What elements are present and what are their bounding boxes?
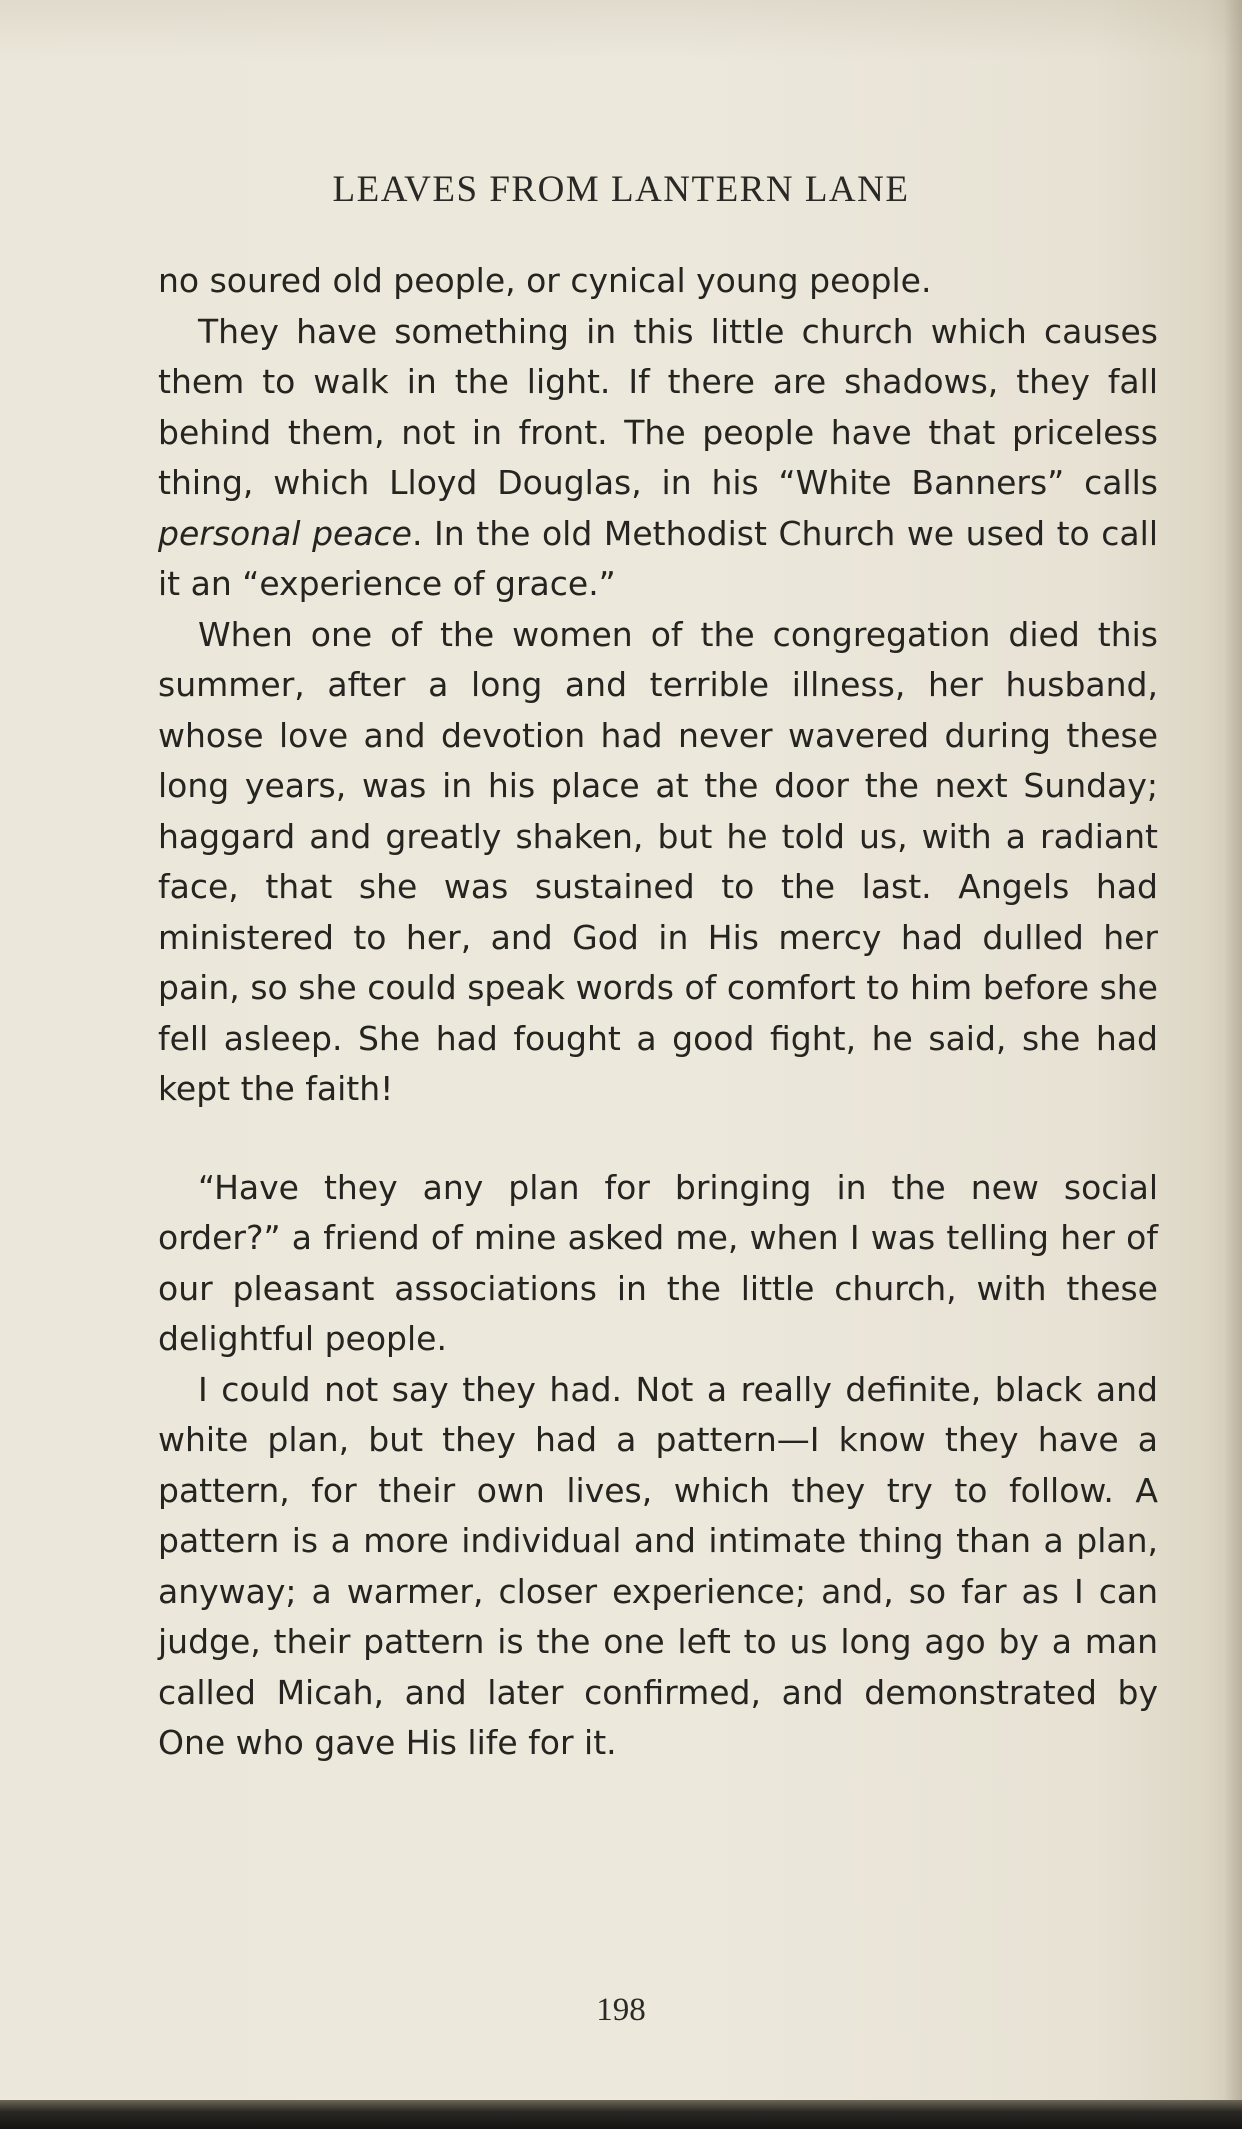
paragraph-social-order [158,1163,1158,1365]
section-break [158,1115,1158,1163]
paragraph-text: They have something in this little church which causes them to walk in the light. If there are shadows, they fall behind them, not in front. The people have that priceless thing, which Lloyd Douglas, in his “White Banners” calls [158,311,1158,502]
paragraph-text: “Have they any plan for bringing in the new social order?” a friend of mine asked me, when I was telling her of our pleasant associations in the little church, with these delightful people. [158,1167,1158,1358]
paragraph-text-end: . In the old Methodist Church we used to call it an “experience of grace.” [158,513,1158,603]
page-top-shading [0,0,1242,60]
paragraph-continuation [158,256,1158,307]
emphasis-text: personal peace [158,513,412,553]
running-head: LEAVES FROM LANTERN LANE [332,169,910,210]
paragraph-personal-peace [158,307,1158,610]
paragraph-text: When one of the women of the congregation died this summer, after a long and terrible illness, her husband, whose love and devotion had never wavered during these long years, was in his place at the door the next Sunday; haggard and greatly shaken, but he told us, with a radiant face, that she was sustained to the last. Angels had ministered to her, and God in His mercy had dulled her pain, so she could speak words of comfort to him before she fell asleep. She had fought a good fight, he said, she had kept the faith! [158,614,1158,1108]
paragraph-congregation [158,610,1158,1115]
page-gutter-shadow [1224,0,1242,2100]
body-text [158,256,1158,1769]
paragraph-text: I could not say they had. Not a really definite, black and white plan, but they had a pattern—I know they have a pattern, for their own lives, which they try to follow. A pattern is a more individual and intimate thing than a plan, anyway; a warmer, closer experience; and, so far as I can judge, their pattern is the one left to us long ago by a man called Micah, and later confirmed, and demonstrated by One who gave His life for it. [158,1369,1158,1762]
page-number: 198 [596,1992,646,2028]
paragraph-pattern [158,1365,1158,1769]
page-bottom-edge [0,2100,1242,2129]
paragraph-text: no soured old people, or cynical young people. [158,261,932,300]
